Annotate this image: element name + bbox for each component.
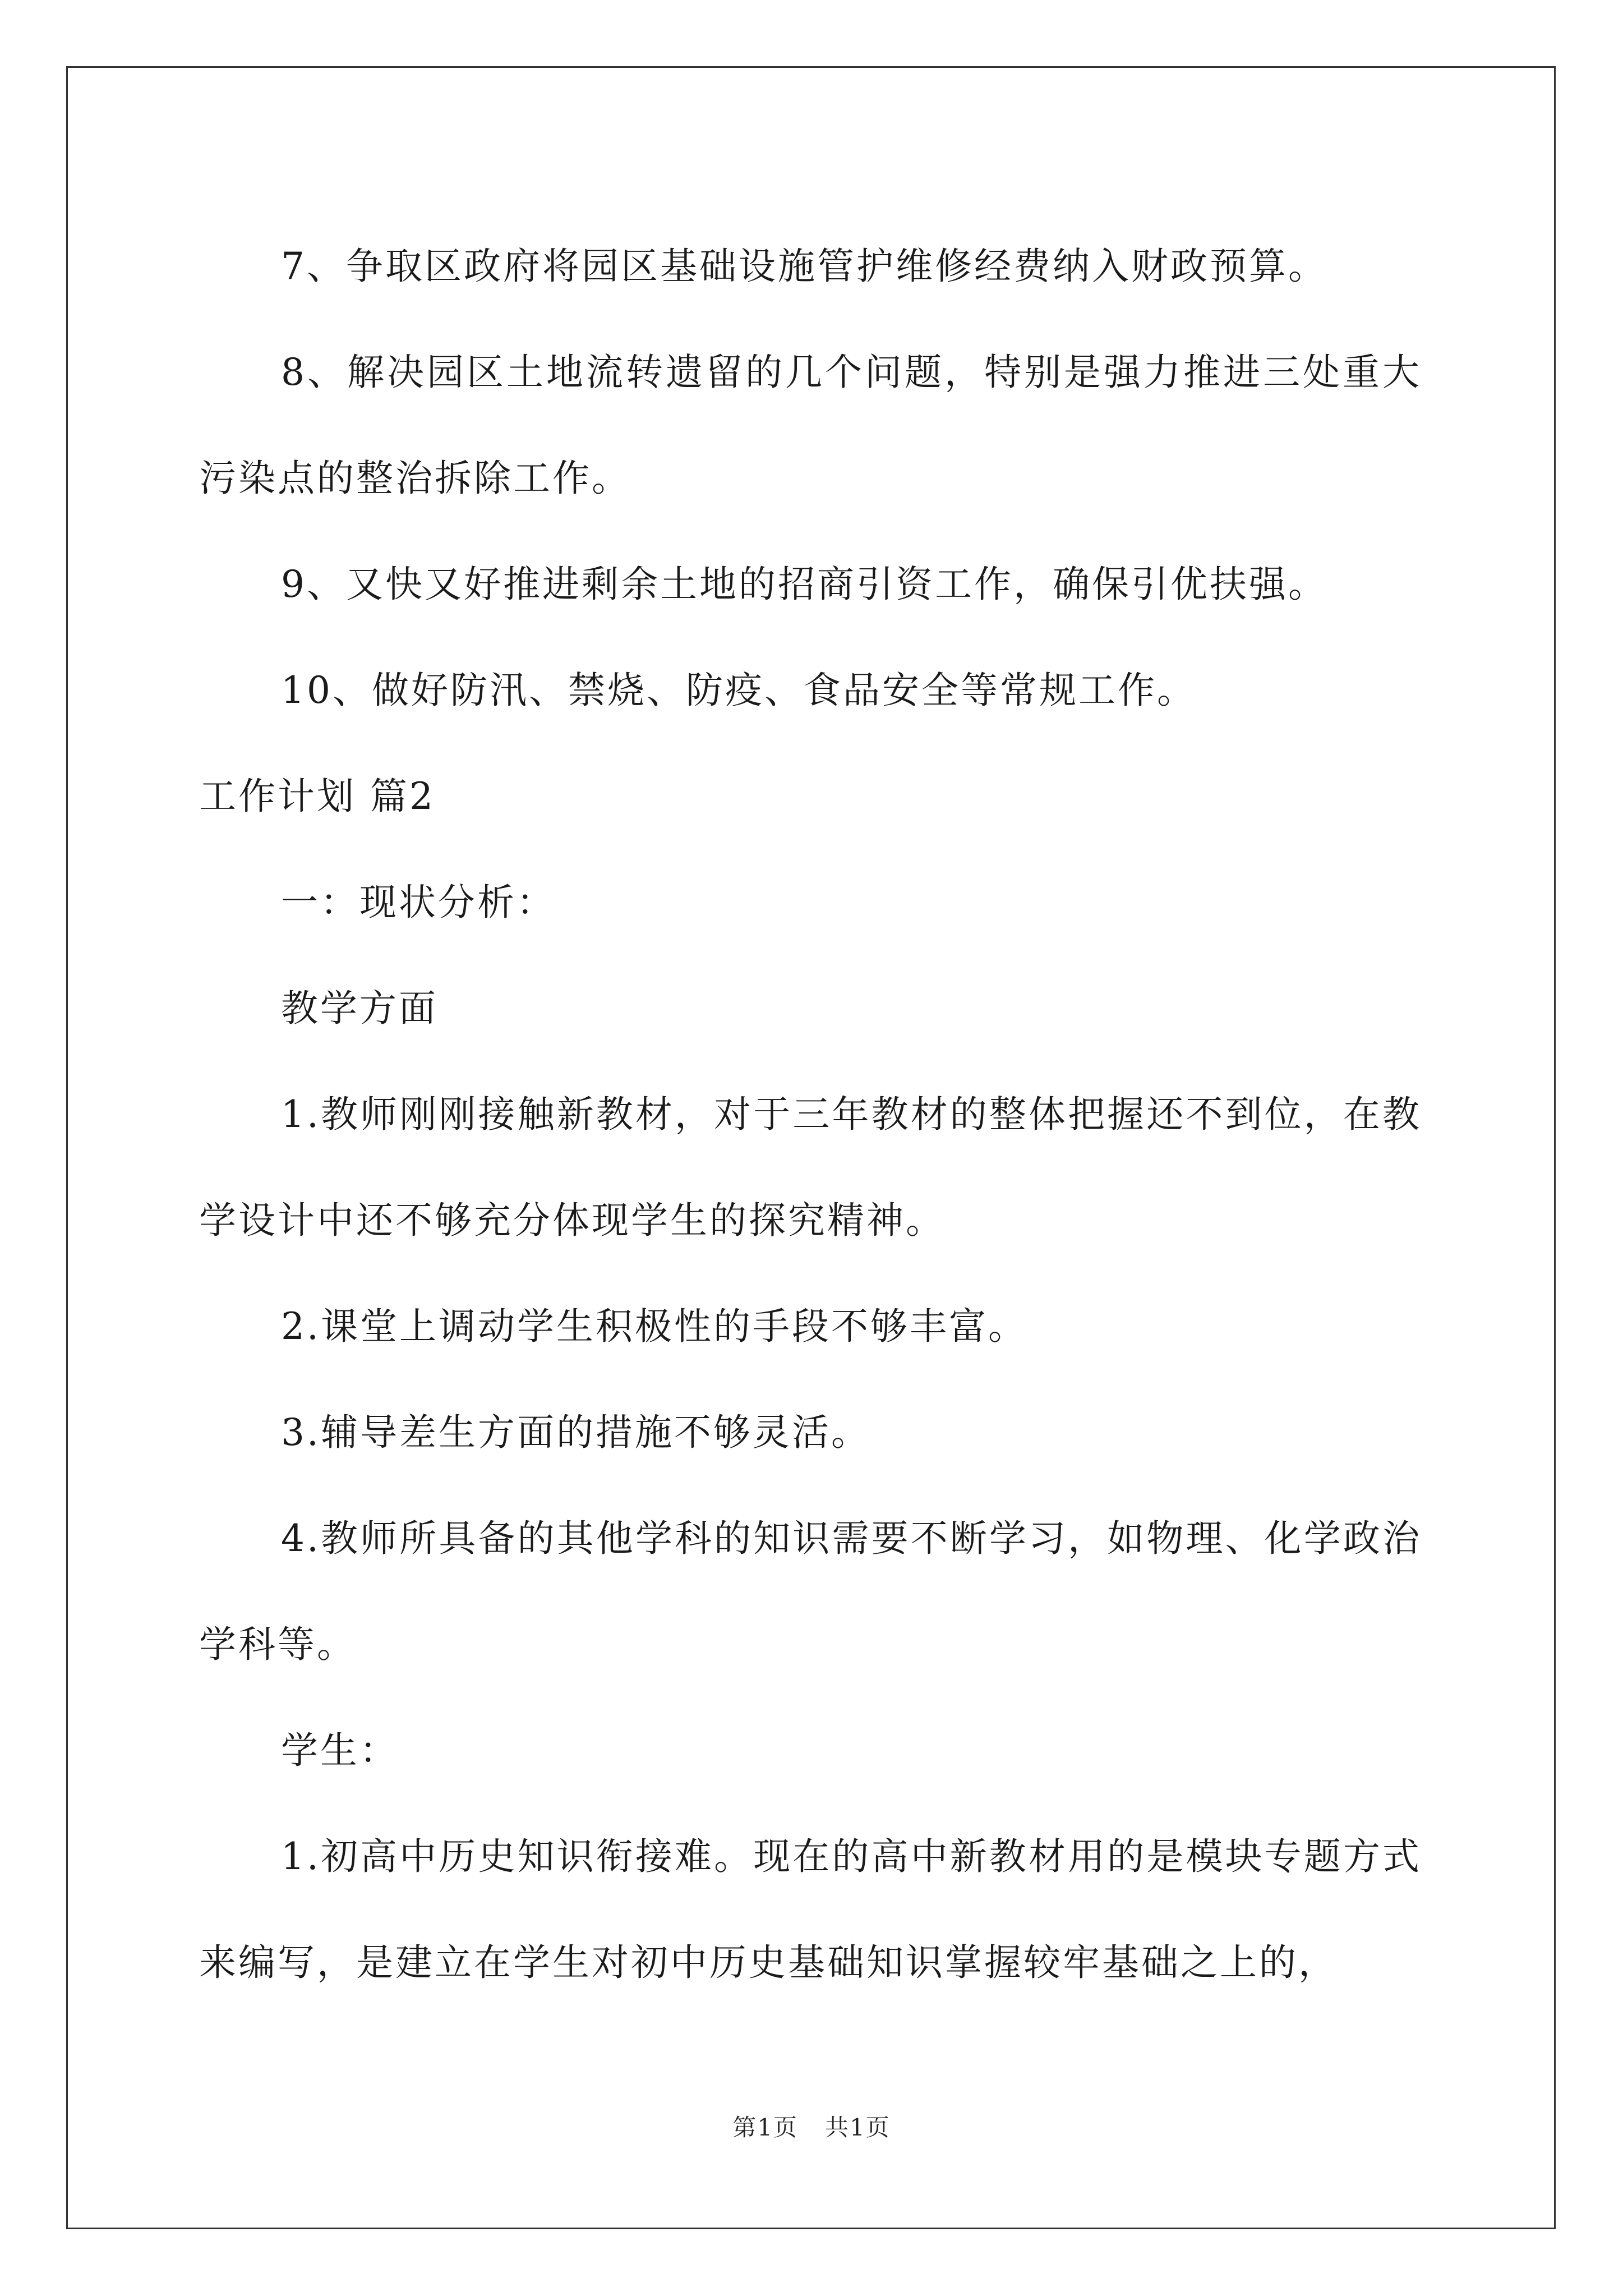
document-body — [199, 213, 1422, 2016]
subsection-heading-teaching: 教学方面 — [281, 987, 438, 1030]
subsection-heading-status: 一：现状分析： — [281, 881, 556, 924]
teaching-item-2: 2.课堂上调动学生积极性的手段不够丰富。 — [281, 1305, 1027, 1348]
paragraph-item-7: 7、争取区政府将园区基础设施管护维修经费纳入财政预算。 — [281, 245, 1327, 288]
page-number: 第1页 — [732, 2114, 798, 2141]
teaching-item-3: 3.辅导差生方面的措施不够灵活。 — [281, 1411, 870, 1454]
student-item-1: 1.初高中历史知识衔接难。现在的高中新教材用的是模块专题方式来编写，是建立在学生对初中历史基础知识掌握较牢基础之上的， — [199, 1835, 1422, 1984]
subsection-heading-students: 学生： — [281, 1729, 399, 1772]
page-footer — [0, 2109, 1623, 2143]
paragraph-item-8: 8、解决园区土地流转遗留的几个问题，特别是强力推进三处重大污染点的整治拆除工作。 — [199, 351, 1422, 500]
paragraph-item-9: 9、又快又好推进剩余土地的招商引资工作，确保引优扶强。 — [281, 563, 1327, 606]
paragraph-item-10: 10、做好防汛、禁烧、防疫、食品安全等常规工作。 — [281, 669, 1196, 712]
section-heading: 工作计划 篇2 — [199, 775, 435, 818]
teaching-item-4: 4.教师所具备的其他学科的知识需要不断学习，如物理、化学政治学科等。 — [199, 1517, 1422, 1666]
page-total: 共1页 — [825, 2114, 891, 2141]
teaching-item-1: 1.教师刚刚接触新教材，对于三年教材的整体把握还不到位，在教学设计中还不够充分体现学生的探究精神。 — [199, 1093, 1422, 1242]
